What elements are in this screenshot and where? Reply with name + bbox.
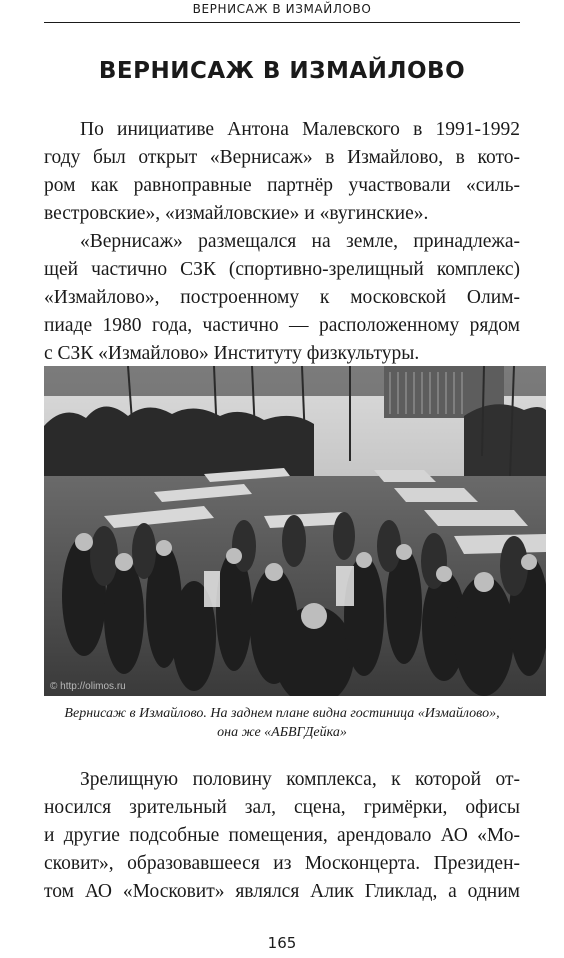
text-line: вестровские», «измайловские» и «вугинские».	[44, 203, 429, 224]
photo-watermark: © http://olimos.ru	[50, 681, 126, 692]
text-line: том АО «Московит» являлся Алик Гликлад, а одним	[44, 881, 520, 902]
text-line: и другие подсобные помещения, арендовало АО «Мо-	[44, 825, 520, 846]
chapter-title: ВЕРНИСАЖ В ИЗМАЙЛОВО	[98, 58, 466, 84]
text-line: «Измайлово», построенному к московской Олим-	[44, 287, 520, 308]
running-head: ВЕРНИСАЖ В ИЗМАЙЛОВО	[192, 2, 372, 16]
page-number: 165	[267, 934, 297, 952]
text-line: По инициативе Антона Малевского в 1991-1992	[80, 119, 520, 140]
market-photo	[44, 366, 546, 696]
header-rule	[44, 22, 520, 23]
text-line: пиаде 1980 года, частично — расположенному рядом	[44, 315, 520, 336]
text-line: ром как равноправные партнёр участвовали «силь-	[44, 175, 520, 196]
text-line: сковит», образовавшееся из Москонцерта. Президен-	[44, 853, 520, 874]
text-line: году был открыт «Вернисаж» в Измайлово, в кото-	[44, 147, 520, 168]
figure-caption: она же «АБВГДейка»	[217, 725, 347, 740]
text-line: «Вернисаж» размещался на земле, принадлежа-	[80, 231, 520, 252]
text-line: щей частично СЗК (спортивно-зрелищный комплекс)	[44, 259, 520, 280]
figure-caption: Вернисаж в Измайлово. На заднем плане видна гостиница «Измайлово»,	[64, 706, 500, 721]
text-line: с СЗК «Измайлово» Институту физкультуры.	[44, 343, 420, 364]
text-line: Зрелищную половину комплекса, к которой от-	[80, 769, 520, 790]
text-line: носился зрительный зал, сцена, гримёрки, офисы	[44, 797, 520, 818]
